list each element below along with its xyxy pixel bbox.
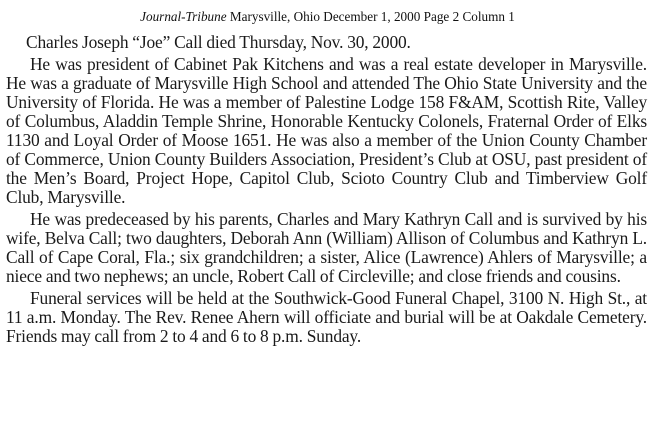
publication-date: December 1, 2000 [323,9,421,24]
clipping-header [0,9,655,25]
obituary-article [6,33,647,349]
paragraph-family: He was predeceased by his parents, Charles and Mary Kathryn Call and is survived by his wife, Belva Call; two daughters, Deborah Ann (William) Allison of Columbus and Kathryn L. Call of Cape Coral, Fla.; six grandchildren; a sister, Alice (Lawrence) Ahlers of Marysville; a niece and two nephews; an uncle, Robert Call of Circleville; and close friends and cousins. [6,208,647,287]
paragraph-death-notice: Charles Joseph “Joe” Call died Thursday, Nov. 30, 2000. [26,32,411,52]
page-number: Page 2 [423,9,460,24]
newspaper-name: Journal-Tribune [140,9,227,24]
paragraph-career-memberships: He was president of Cabinet Pak Kitchens and was a real estate developer in Marysville. He was a graduate of Marysville High School and attended The Ohio State University and the University of Florida. He was a member of Palestine Lodge 158 F&AM, Scottish Rite, Valley of Columbus, Aladdin Temple Shrine, Honorable Kentucky Colonels, Fraternal Order of Elks 1130 and Loyal Order of Moose 1651. He was also a member of the Union County Chamber of Commerce, Union County Builders Association, President’s Club at OSU, past president of the Men’s Board, Project Hope, Capitol Club, Scioto Country Club and Timberview Golf Club, Marysville. [6,53,647,208]
paragraph-funeral-services: Funeral services will be held at the Southwick-Good Funeral Chapel, 3100 N. High St., at 11 a.m. Monday. The Rev. Renee Ahern will officiate and burial will be at Oakdale Cemetery. Friends may call from 2 to 4 and 6 to 8 p.m. Sunday. [6,287,647,346]
location: Marysville, Ohio [229,9,320,24]
column-number: Column 1 [462,9,515,24]
